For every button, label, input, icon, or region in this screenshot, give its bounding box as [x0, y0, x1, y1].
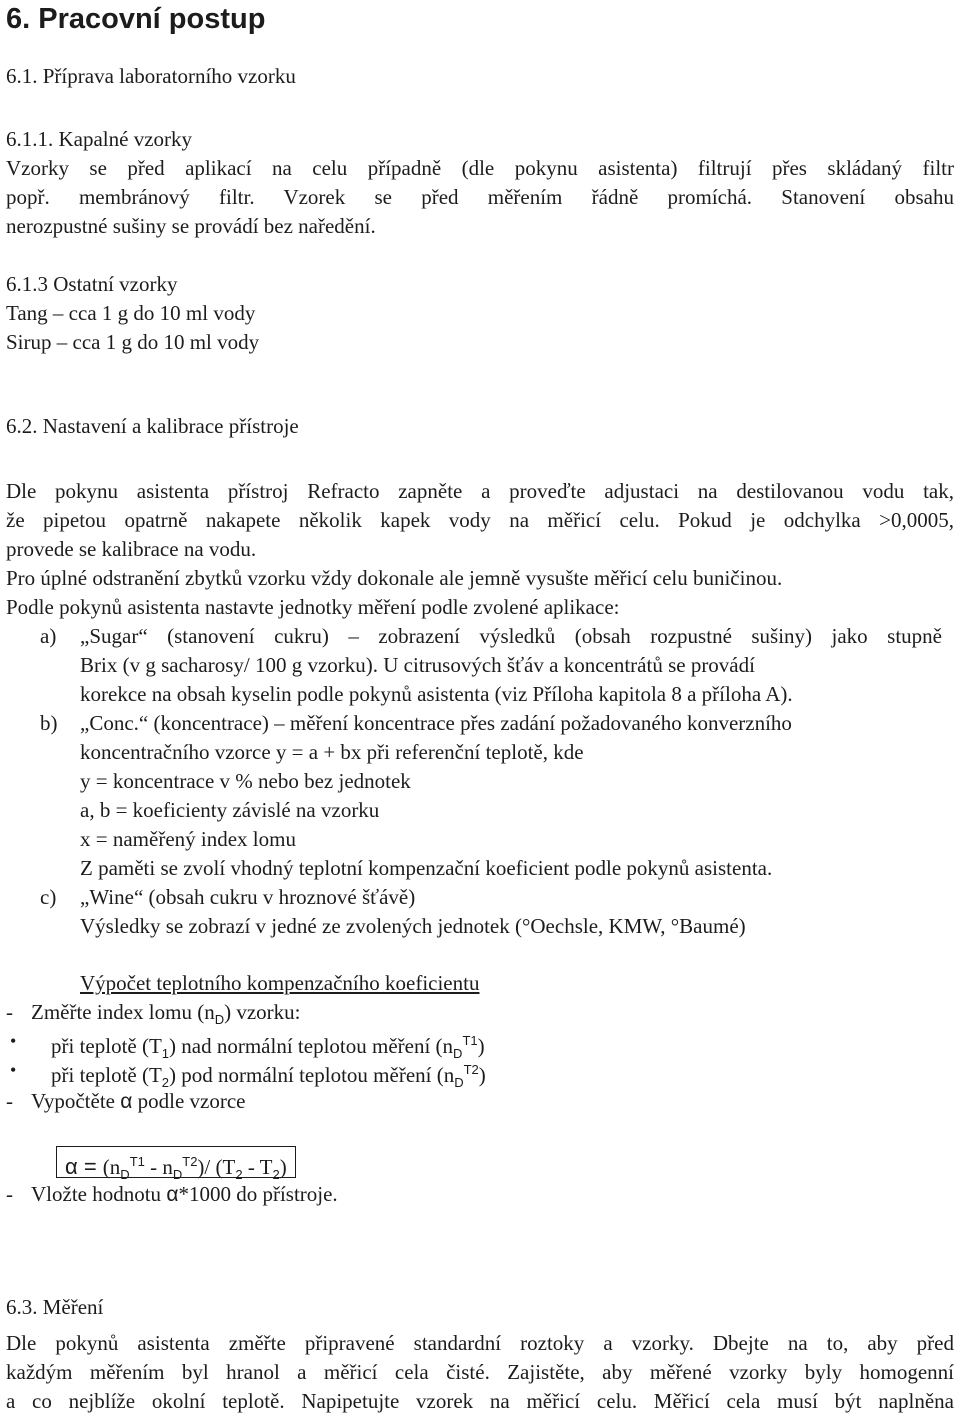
enter-value-step: - Vložte hodnotu α*1000 do přístroje.	[6, 1182, 338, 1206]
list-item-b-line: x = naměřený index lomu	[80, 827, 296, 851]
paragraph-line: a co nejblíže okolní teplotě. Napipetujte vzorek na měřicí celu. Měřicí cela musí být naplněna	[6, 1389, 954, 1413]
page-title: 6. Pracovní postup	[6, 3, 266, 35]
list-item-c-line: „Wine“ (obsah cukru v hroznové šťávě)	[80, 885, 416, 909]
bullet-icon: •	[10, 1031, 17, 1051]
list-item-b-line: y = koncentrace v % nebo bez jednotek	[80, 769, 411, 793]
calculate-step: - Vypočtěte α podle vzorce	[6, 1089, 246, 1113]
paragraph-line: Dle pokynu asistenta přístroj Refracto zapněte a proveďte adjustaci na destilovanou vodu tak,	[6, 479, 954, 503]
list-item-a-line: Brix (v g sacharosy/ 100 g vzorku). U citrusových šťáv a koncentrátů se provádí	[80, 653, 755, 677]
list-label-a: a)	[40, 624, 57, 648]
paragraph-line: že pipetou opatrně nakapete několik kapek vody na měřicí celu. Pokud je odchylka >0,0005,	[6, 508, 954, 532]
paragraph-line: provede se kalibrace na vodu.	[6, 537, 257, 561]
paragraph-line: Pro úplné odstranění zbytků vzorku vždy dokonale ale jemně vysušte měřicí celu buničinou.	[6, 566, 783, 590]
section-6-1-1-heading: 6.1.1. Kapalné vzorky	[6, 127, 193, 151]
list-label-b: b)	[40, 711, 58, 735]
paragraph-line: Dle pokynů asistenta změřte připravené standardní roztoky a vzorky. Dbejte na to, aby před	[6, 1331, 954, 1355]
sample-line: Tang – cca 1 g do 10 ml vody	[6, 301, 256, 325]
alpha-formula-box: $\alpha = (n_D^{T1} - n_D^{T2})/$ $(T_2 - T_2)$	[56, 1146, 296, 1178]
paragraph-line: Vzorky se před aplikací na celu případně (dle pokynu asistenta) filtrují přes skládaný filtr	[6, 156, 954, 180]
bullet-icon: •	[10, 1060, 17, 1080]
list-item-b-line: koncentračního vzorce y = a + bx při referenční teplotě, kde	[80, 740, 584, 764]
section-6-1-3-heading: 6.1.3 Ostatní vzorky	[6, 272, 178, 296]
list-item-b-line: a, b = koeficienty závislé na vzorku	[80, 798, 380, 822]
list-item-a-line: „Sugar“ (stanovení cukru) – zobrazení výsledků (obsah rozpustné sušiny) jako stupně	[80, 624, 942, 648]
list-item-c-line: Výsledky se zobrazí v jedné ze zvolených jednotek (°Oechsle, KMW, °Baumé)	[80, 914, 746, 938]
compensation-heading: Výpočet teplotního kompenzačního koeficientu	[80, 971, 480, 995]
list-label-c: c)	[40, 885, 57, 909]
paragraph-line: nerozpustné sušiny se provádí bez naředění.	[6, 214, 376, 238]
list-item-a-line: korekce na obsah kyselin podle pokynů asistenta (viz Příloha kapitola 8 a příloha A).	[80, 682, 793, 706]
sample-line: Sirup – cca 1 g do 10 ml vody	[6, 330, 260, 354]
section-6-3-heading: 6.3. Měření	[6, 1295, 104, 1319]
list-item-b-line: „Conc.“ (koncentrace) – měření koncentrace přes zadání požadovaného konverzního	[80, 711, 792, 735]
paragraph-line: popř. membránový filtr. Vzorek se před měřením řádně promíchá. Stanovení obsahu	[6, 185, 954, 209]
paragraph-line: každým měřením byl hranol a měřicí cela čisté. Zajistěte, aby měřené vzorky byly homogenní	[6, 1360, 954, 1384]
list-item-b-line: Z paměti se zvolí vhodný teplotní kompenzační koeficient podle pokynů asistenta.	[80, 856, 773, 880]
section-6-2-heading: 6.2. Nastavení a kalibrace přístroje	[6, 414, 299, 438]
section-6-1-heading: 6.1. Příprava laboratorního vzorku	[6, 64, 296, 88]
paragraph-line: Podle pokynů asistenta nastavte jednotky měření podle zvolené aplikace:	[6, 595, 620, 619]
measure-step: - Změřte index lomu $(n_D)$ vzorku:	[6, 1000, 301, 1028]
